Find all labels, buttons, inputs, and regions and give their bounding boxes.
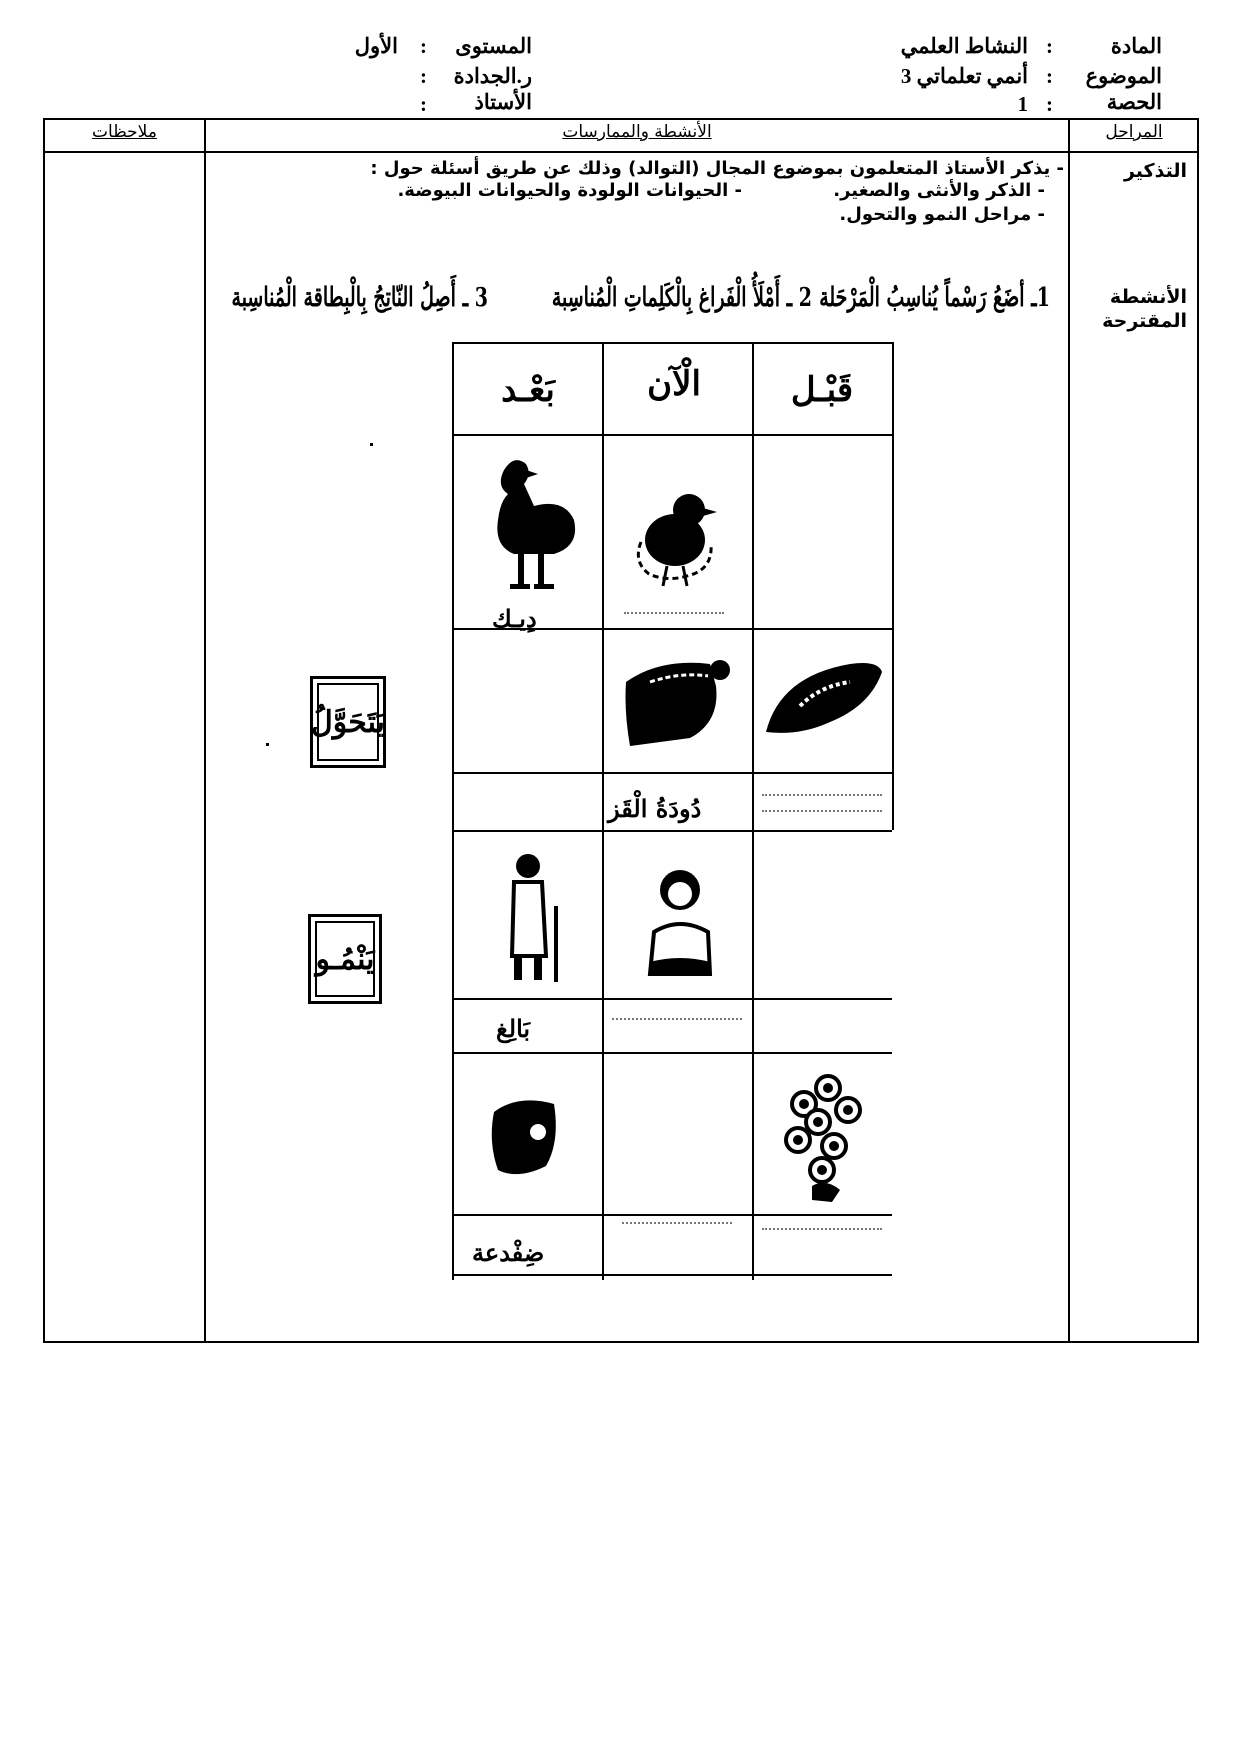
- subject-colon: :: [1046, 34, 1053, 58]
- col-stages-heading: المراحل: [1105, 122, 1163, 142]
- silkworm-leaf-icon: [760, 656, 886, 746]
- topic-colon: :: [1046, 64, 1053, 88]
- level-value: الأول: [354, 34, 398, 58]
- heading-after: بَعْـد: [501, 370, 555, 410]
- subject-value: النشاط العلمي: [900, 34, 1028, 58]
- card-transforms: [310, 676, 386, 768]
- level-label: المستوى: [455, 34, 532, 58]
- notes-divider: [204, 118, 206, 1343]
- teacher-label: الأستاذ: [474, 90, 532, 114]
- task-3: 3 ـ أَصِلُ النّاتِجُ بِالْبِطاقة الْمُناسِبة: [231, 282, 488, 313]
- subject-label: المادة: [1110, 34, 1162, 58]
- card-transforms-label: يَتَحَوَّلُ: [317, 683, 379, 761]
- school-label: ر.الجدادة: [453, 64, 532, 88]
- col-activities-heading: الأنشطة والممارسات: [562, 122, 712, 142]
- header-row-divider: [43, 151, 1199, 153]
- stages-divider: [1068, 118, 1070, 1343]
- label-adult: بَالِغ: [496, 1014, 531, 1043]
- card-grows-label: يَنْمُـو: [315, 921, 375, 997]
- recall-line-2a: - الذكر والأنثى والصغير.: [833, 180, 1045, 201]
- recall-line-3: - مراحل النمو والتحول.: [839, 204, 1045, 225]
- boy-icon: [638, 862, 722, 980]
- chick-icon: [627, 482, 727, 592]
- label-silkworm: دُودَةُ الْقَز: [608, 794, 702, 823]
- frog-eggs-icon: [782, 1070, 872, 1206]
- stray-dot: [266, 743, 269, 746]
- school-colon: :: [420, 64, 427, 88]
- stage-proposed-activities: الأنشطة المقترحة: [1102, 286, 1187, 332]
- worksheet-grid: [452, 342, 892, 1280]
- task-2: 2 ـ أَمْلَأُ الْفَراغ بِالْكَلِماتِ الْمُناسِبة: [551, 282, 812, 313]
- tadpole-icon: [488, 1092, 562, 1180]
- teacher-colon: :: [420, 92, 427, 116]
- session-colon: :: [1046, 92, 1053, 116]
- session-value: 1: [1017, 92, 1028, 116]
- stage-recall: التذكير: [1123, 160, 1187, 182]
- col-notes-heading: ملاحظات: [92, 122, 157, 142]
- rooster-icon: [474, 450, 584, 600]
- card-grows: [308, 914, 382, 1004]
- level-colon: :: [420, 34, 427, 58]
- topic-value: أنمي تعلماتي 3: [900, 64, 1028, 88]
- recall-line-1: - يذكر الأستاذ المتعلمون بموضوع المجال (التوالد) وذلك عن طريق أسئلة حول :: [370, 158, 1064, 179]
- label-frog: ضِفْدعة: [472, 1238, 545, 1267]
- heading-before: قَبْـل: [790, 370, 854, 410]
- topic-label: الموضوع: [1085, 64, 1162, 88]
- label-rooster: دِيـك: [492, 604, 537, 633]
- recall-line-2b: - الحيوانات الولودة والحيوانات البيوضة.: [397, 180, 742, 201]
- task-1: 1ـ أضَعُ رَسْماً يُناسِبُ الْمَرْحَلة: [819, 282, 1050, 313]
- session-label: الحصة: [1106, 90, 1162, 114]
- heading-now: الْآن: [647, 364, 701, 404]
- cocoon-icon: [620, 642, 740, 752]
- stray-dot: [370, 443, 373, 446]
- old-man-icon: [494, 846, 574, 986]
